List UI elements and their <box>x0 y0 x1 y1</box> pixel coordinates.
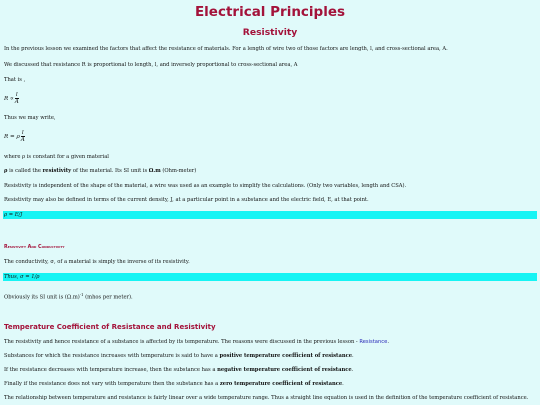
intro-paragraph-2: We discussed that resistance R is proportional to length, l, and inversely proportional to cross-sectional area, A <box>4 62 298 68</box>
eq2-numerator: l <box>21 130 24 136</box>
rho-symbol: ρ <box>4 168 8 174</box>
eq1-lhs: R ∝ <box>4 95 14 102</box>
temp1-post: . <box>387 339 389 345</box>
rho-line-post: (Ohm-meter) <box>160 168 197 174</box>
intro-paragraph-1: In the previous lesson we examined the factors that affect the resistance of materials. For a length of wire two of those factors are length, l, and cross-sectional area, A. <box>4 46 448 52</box>
independent-paragraph: Resistivity is independent of the shape of the material, a wire was used as an example to simplify the calculations. (Only two variables, length and CSA). <box>4 183 407 189</box>
conductivity-unit-line <box>4 291 133 302</box>
section-heading-resistivity-conductivity: Resistivity And Conductivity <box>4 245 65 250</box>
rho-line-mid: of the material. Its SI unit is <box>71 168 149 174</box>
temp2-post: . <box>352 353 354 359</box>
rho-line-pre: is called the <box>7 168 43 174</box>
page-title: Electrical Principles <box>194 4 346 20</box>
si-unit-exponent: -1 <box>79 292 84 297</box>
resistivity-term: resistivity <box>42 168 72 174</box>
temp2-pre: Substances for which the resistance increases with temperature is said to have a <box>4 353 220 359</box>
eq2-fraction <box>21 130 25 143</box>
si-unit-pre: Obviously its SI unit is (Ω.m) <box>4 294 80 301</box>
eq1-numerator: l <box>15 92 18 98</box>
thus-write-text: Thus we may write, <box>4 115 56 121</box>
temperature-paragraph-5: The relationship between temperature and resistance is fairly linear over a wide temperature range. Thus a straight line equation is used in the definition of the temperature coefficient of resistance. <box>4 395 529 401</box>
positive-coefficient-term: positive temperature coefficient of resistance <box>219 353 353 359</box>
that-is-text: That is , <box>4 77 26 83</box>
rho-definition: where ρ is constant for a given material <box>4 154 109 160</box>
ohm-meter-unit: Ω.m <box>148 168 161 174</box>
eq1-fraction <box>15 92 19 105</box>
eq2-lhs: R = ρ <box>4 133 20 140</box>
conductivity-paragraph: The conductivity, σ, of a material is simply the inverse of its resistivity. <box>4 259 190 265</box>
temperature-paragraph-3 <box>4 367 353 374</box>
temp4-post: . <box>342 381 344 387</box>
resistivity-unit-line <box>4 168 196 175</box>
si-unit-post: (mhos per meter). <box>83 294 133 301</box>
section-heading-temperature: Temperature Coefficient of Resistance and Resistivity <box>4 323 216 331</box>
resistance-link[interactable]: Resistance <box>359 339 388 345</box>
temp4-pre: Finally if the resistance does not vary with temperature then the substance has a <box>4 381 220 387</box>
current-density-paragraph: Resistivity may also be defined in terms of the current density, J, at a particular point in a substance and the electric field, E, at that point. <box>4 197 369 203</box>
section-title-resistivity: Resistivity <box>242 27 298 38</box>
formula-highlight-rho: ρ = E/J <box>3 211 537 219</box>
equation-proportional <box>4 92 19 105</box>
temp3-post: . <box>351 367 354 373</box>
formula-highlight-sigma: Thus, σ = 1/ρ <box>3 273 537 281</box>
temperature-paragraph-2 <box>4 353 354 360</box>
temp1-pre: The resistivity and hence resistance of a substance is affected by its temperature. The reasons were discussed in the previous lesson - <box>4 339 360 345</box>
temperature-paragraph-1 <box>4 339 389 346</box>
temp3-pre: If the resistance decreases with temperature increase, then the substance has a <box>4 367 218 373</box>
equation-resistance <box>4 130 25 143</box>
negative-coefficient-term: negative temperature coefficient of resistance <box>217 367 352 373</box>
temperature-paragraph-4 <box>4 381 344 388</box>
eq2-denominator: A <box>20 137 25 143</box>
zero-coefficient-term: zero temperature coefficient of resistance <box>219 381 343 387</box>
eq1-denominator: A <box>14 99 19 105</box>
